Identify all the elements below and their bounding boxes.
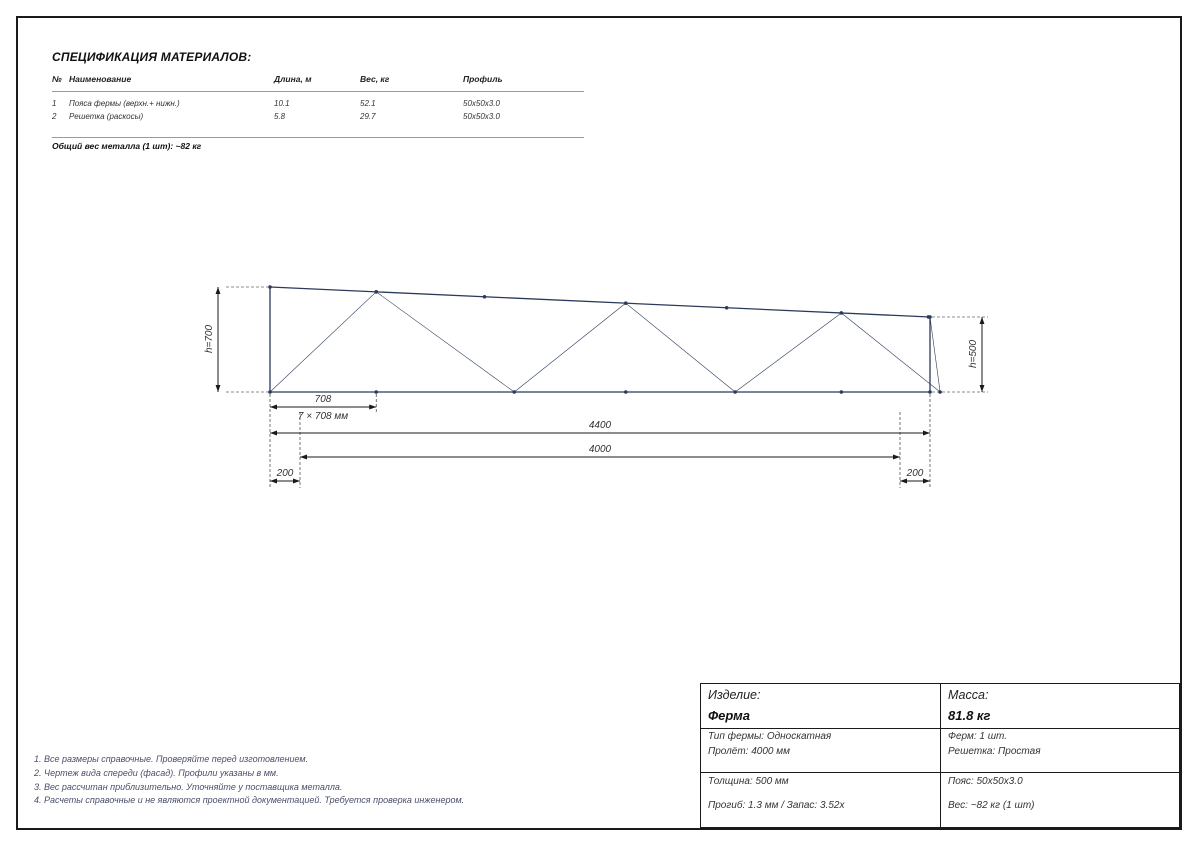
chord-text: Пояс: 50x50x3.0 [948,776,1023,787]
spec-total-weight: Общий вес металла (1 шт): ~82 кг [52,141,202,151]
dim-label-panel: 708 [314,394,332,405]
truss-node [840,390,844,394]
truss-node [268,285,272,289]
note-item: 2. Чертеж вида спереди (фасад). Профили указаны в мм. [34,767,279,778]
truss-node [725,306,729,310]
truss-node [624,390,628,394]
spec-cell-profile: 50x50x3.0 [463,110,584,138]
truss-node [483,295,487,299]
truss-geometry [268,285,942,394]
top-chord [270,287,930,317]
dim-label-height-left: h=700 [204,324,215,354]
spec-cell-weight: 52.1 [360,99,376,108]
weight-text: Вес: ~82 кг (1 шт) [948,800,1035,811]
web-diagonal [270,292,376,392]
web-diagonal [930,317,940,392]
spec-header-weight: Вес, кг [360,74,463,92]
mass-value: 81.8 кг [948,708,991,723]
truss-node [268,390,272,394]
drawing-notes [34,753,464,808]
truss-node [374,390,378,394]
spec-cell-name: Решетка (раскосы) [69,110,274,138]
spec-header-num: № [52,74,69,92]
spec-cell-length: 10.1 [274,99,290,108]
spec-cell-weight: 29.7 [360,110,463,138]
spec-cell-name: Пояса фермы (верхн.+ нижн.) [69,99,180,108]
truss-type-text: Тип фермы: Односкатная [708,731,832,742]
spec-header-name: Наименование [69,74,274,92]
truss-node [928,315,932,319]
dim-label-inner: 4000 [588,444,612,455]
spec-title: СПЕЦИФИКАЦИЯ МАТЕРИАЛОВ: [52,50,252,64]
spec-header-length: Длина, м [274,74,360,92]
truss-node [840,311,844,315]
dim-label-overhang-left: 200 [276,468,294,479]
title-block [700,683,1180,828]
spec-cell-profile: 50x50x3.0 [463,99,500,108]
truss-dimensions [218,287,988,488]
web-diagonal [735,313,841,392]
dim-label-panel-count: 7 × 708 мм [297,411,349,422]
web-diagonal [376,292,514,392]
spec-cell-num: 1 [52,99,57,108]
truss-node [512,390,516,394]
span-text: Пролёт: 4000 мм [708,746,790,757]
truss-count-text: Ферм: 1 шт. [948,731,1008,742]
dim-label-overall: 4400 [588,420,612,431]
dim-label-overhang-right: 200 [906,468,924,479]
note-item: 1. Все размеры справочные. Проверяйте перед изготовлением. [34,754,309,764]
web-diagonal [841,313,940,392]
spec-header-profile: Профиль [463,74,584,92]
product-label: Изделие: [708,688,761,702]
web-diagonal [626,303,735,392]
deflection-text: Прогиб: 1.3 мм / Запас: 3.52x [708,800,845,811]
web-diagonal [514,303,626,392]
truss-node [624,301,628,305]
thickness-text: Толщина: 500 мм [708,776,789,787]
lattice-text: Решетка: Простая [948,746,1041,757]
product-value: Ферма [708,708,750,723]
title-block-divider [940,684,941,827]
truss-node [928,390,932,394]
spec-cell-length: 5.8 [274,110,360,138]
title-block-divider [701,772,1179,773]
note-item: 4. Расчеты справочные и не являются проектной документацией. Требуется проверка инженером. [34,795,465,806]
truss-node [374,290,378,294]
mass-label: Масса: [948,688,989,702]
spec-cell-num: 2 [52,110,69,138]
title-block-divider [701,728,1179,729]
note-item: 3. Вес рассчитан приблизительно. Уточняйте у поставщика металла. [34,781,343,792]
truss-node [733,390,737,394]
dim-label-height-right: h=500 [968,339,979,369]
